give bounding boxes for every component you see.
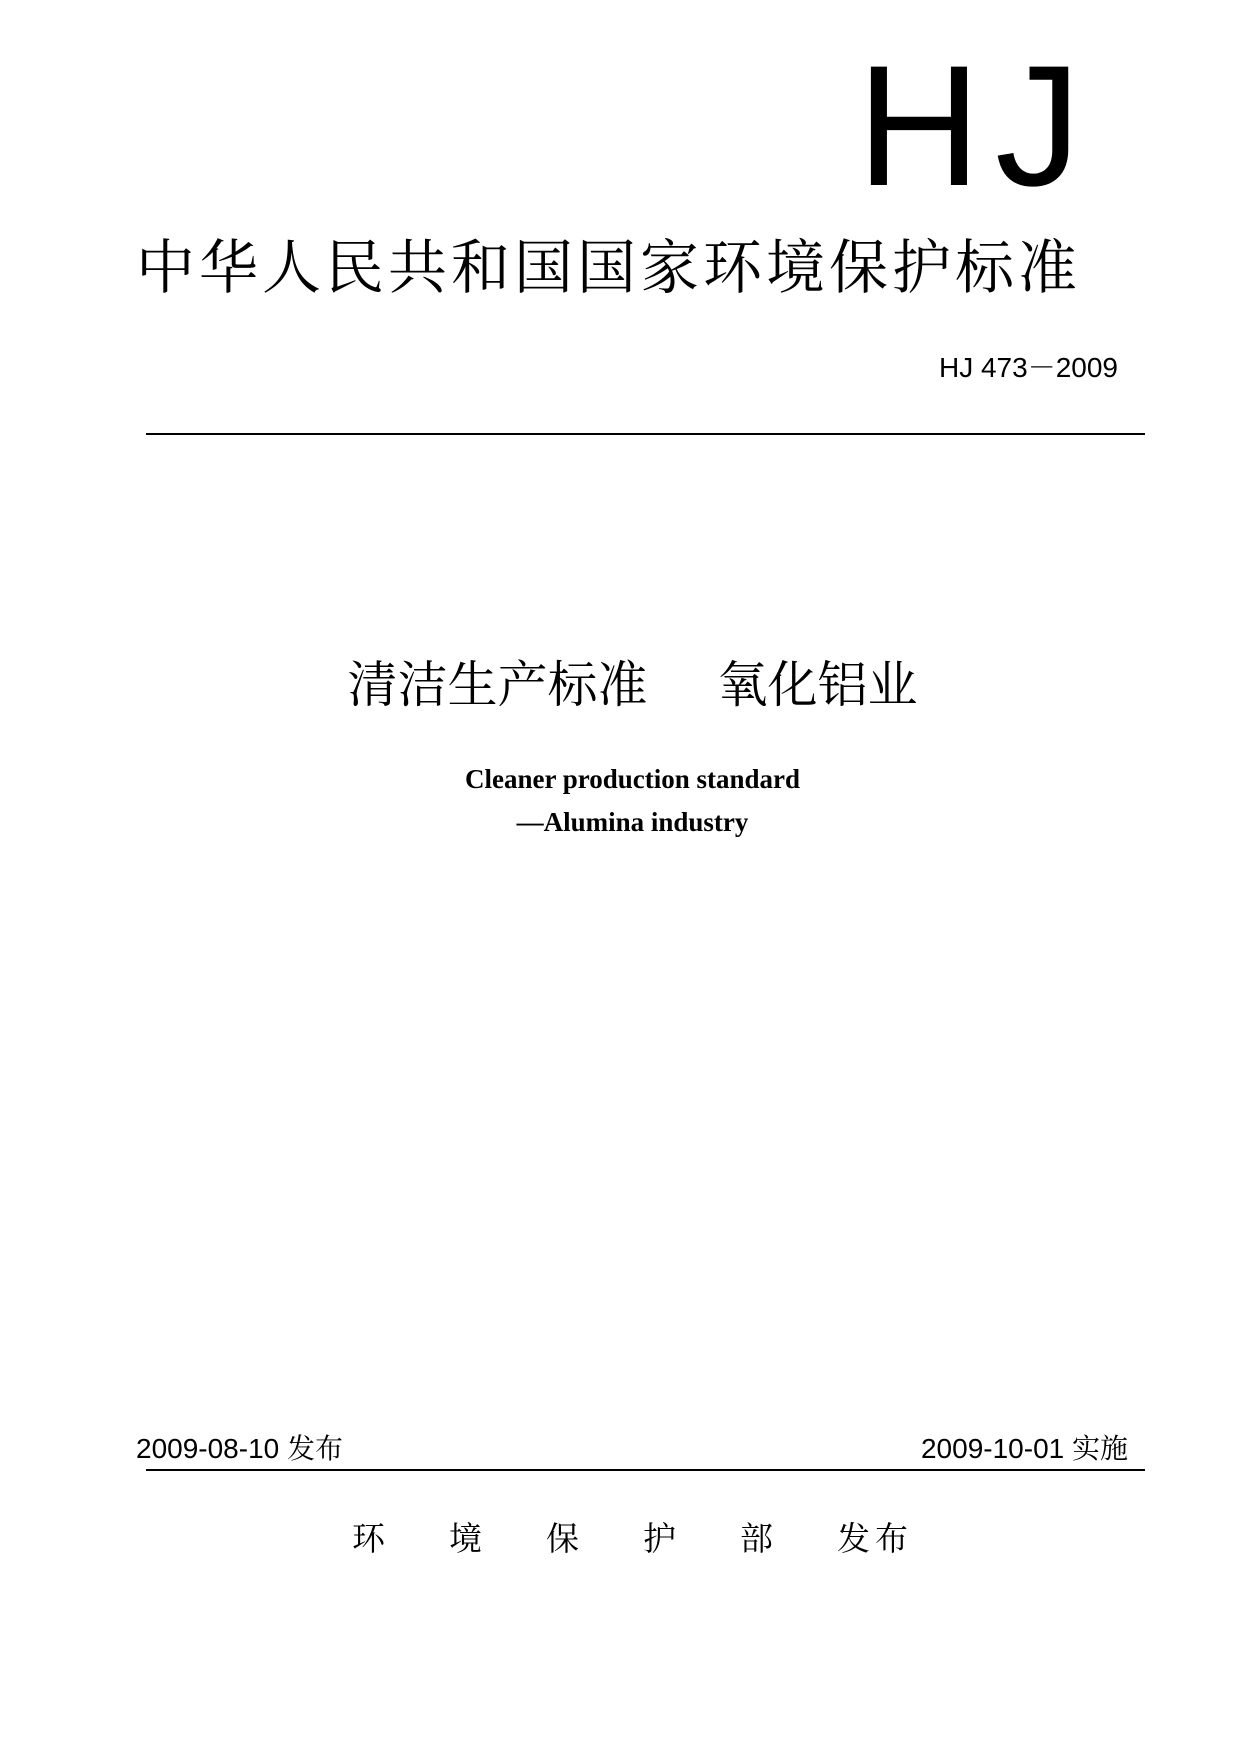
english-title-line-2: —Alumina industry	[516, 807, 749, 837]
footer-divider	[146, 1469, 1145, 1471]
publisher-line	[0, 1519, 1240, 1558]
effective-date: 2009-10-01 实施	[920, 1433, 1128, 1464]
chinese-title-main: 清洁生产标准	[347, 656, 648, 714]
publisher-org: 环境保护部	[352, 1519, 837, 1558]
chinese-title	[0, 656, 1240, 714]
country-standard-title: 中华人民共和国国家环境保护标准	[136, 233, 1082, 302]
chinese-title-sub: 氧化铝业	[717, 656, 918, 714]
publisher-action: 发布	[837, 1519, 913, 1558]
standard-code: HJ 473－2009	[938, 352, 1118, 383]
hj-logo: HJ	[856, 30, 1095, 222]
issue-date: 2009-08-10 发布	[136, 1433, 344, 1464]
header-divider	[146, 433, 1145, 435]
english-title-line-1: Cleaner production standard	[464, 764, 801, 794]
